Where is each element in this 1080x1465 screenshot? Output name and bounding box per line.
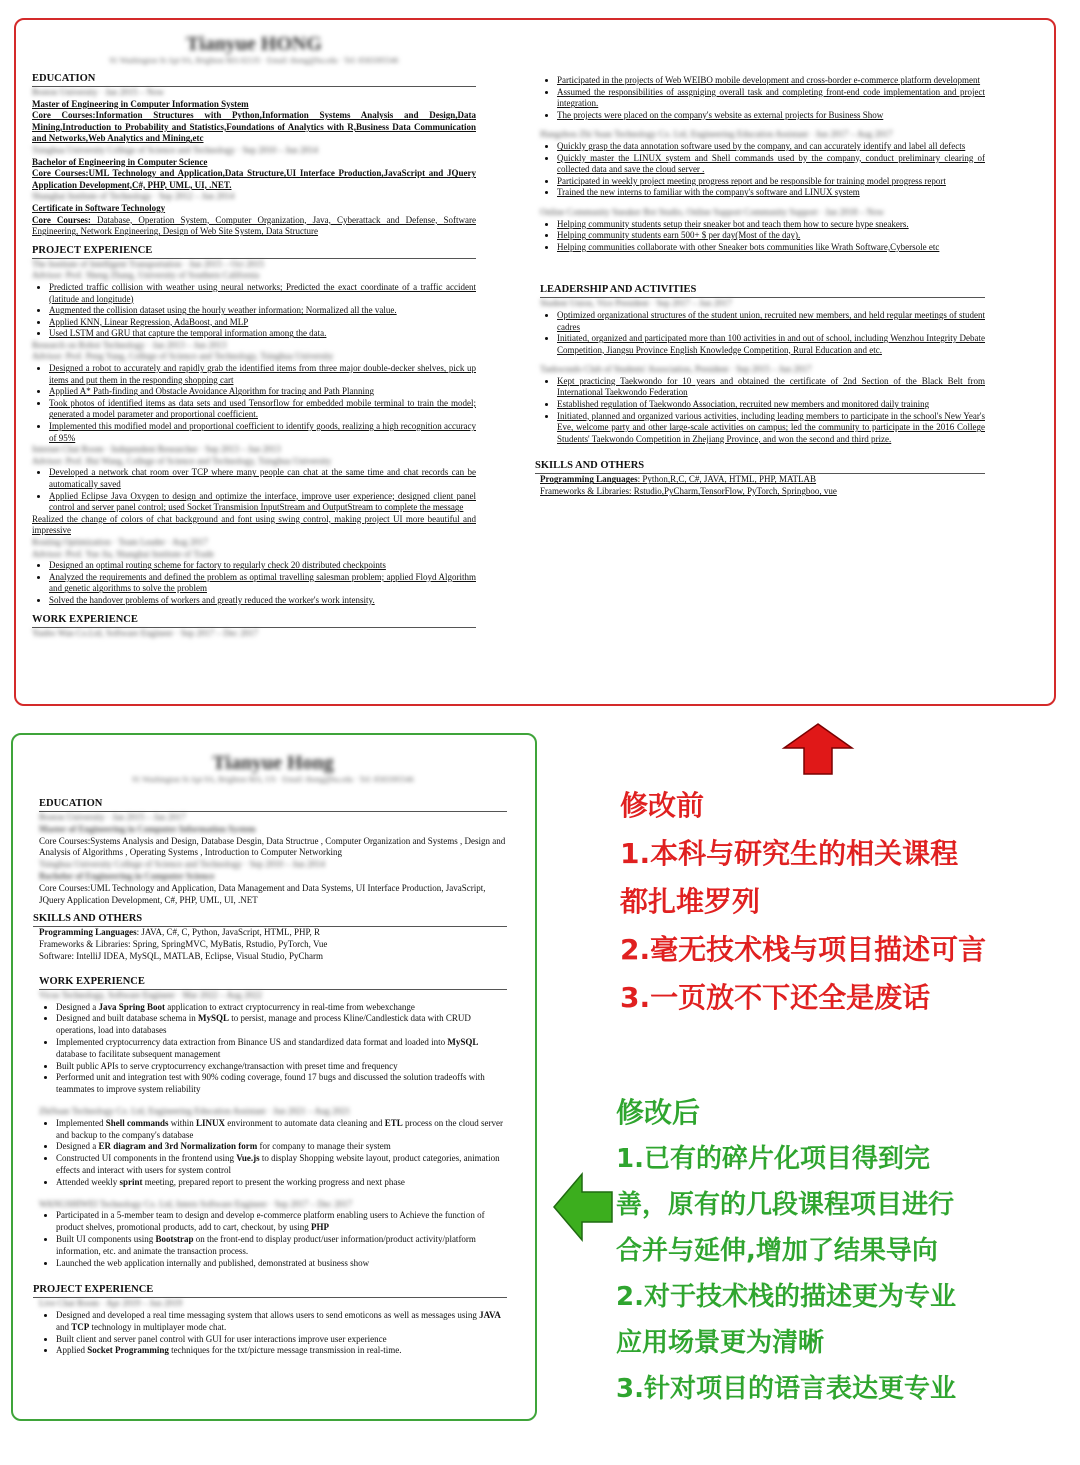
before-skills-heading: SKILLS AND OTHERS bbox=[535, 459, 985, 474]
after-notes-title: 修改后 bbox=[616, 1096, 701, 1129]
bullet-list bbox=[39, 1002, 507, 1096]
bullet-keyword: Socket Programming bbox=[87, 1345, 169, 1356]
after-note-line: 善，原有的几段课程项目进行 bbox=[616, 1190, 955, 1220]
bullet-text: to persist, manage and process Kline/Candlestick data with CRUD operations, load into databases bbox=[56, 1013, 471, 1036]
edu-courses: Core Courses:Systems Analysis and Design, Database Desgin, Data Structrue , Computer Organization and Systems , Design and Analysis of Algorithms , Operating Systems , Introduction to Computer Networking bbox=[39, 835, 506, 858]
bullet-item: • Applied A* Path-finding and Obstacle Avoidance Algorithm for tracing and Path Planning bbox=[49, 386, 476, 398]
work-header: Vicus Technology, Software Engineer · Mar 2022 – Aug 2022 bbox=[39, 989, 263, 1000]
bullet-list bbox=[32, 282, 476, 340]
bullet-list bbox=[540, 376, 985, 446]
skills-frameworks: Frameworks & Libraries: Spring, SpringMVC, MyBatis, Rstudio, PyTorch, Vue bbox=[39, 939, 328, 950]
bullet-list bbox=[540, 141, 985, 199]
before-note-line: 1.本科与研究生的相关课程 bbox=[620, 837, 959, 870]
bullet-item bbox=[56, 1013, 507, 1037]
bullet-item: • Augmented the collision dataset using the hourly weather information; Normalized all the value. bbox=[49, 305, 476, 317]
bullet-text: within bbox=[168, 1117, 197, 1128]
bullet-item: • Analyzed the requirements and defined the problem as optimal travelling salesman problem; applied Floyd Algorithm and genetic algorithms to solve the problem bbox=[49, 572, 476, 595]
bullet-item bbox=[56, 1234, 507, 1258]
bullet-text: Designed a bbox=[56, 1001, 99, 1012]
bullet-keyword: MySQL bbox=[447, 1036, 479, 1047]
edu-degree: Bachelor of Engineering in Computer Science bbox=[39, 870, 215, 881]
edu-school: Tsinghua University College of Science and Technology · Sep 2010 – Jun 2014 bbox=[39, 859, 326, 870]
bullet-text: Implemented bbox=[56, 1117, 106, 1128]
bullet-keyword: Vue.js bbox=[236, 1153, 260, 1164]
bullet-item: • Quickly master the LINUX system and Shell commands used by the company, conduct preliminary clearing of collected data and save the cloud server . bbox=[557, 153, 985, 176]
before-note-line: 3.一页放不下还全是废话 bbox=[620, 981, 931, 1014]
after-resume-frame bbox=[11, 733, 537, 1421]
bullet-text: Designed and built database schema in bbox=[56, 1013, 198, 1024]
bullet-item: • Used LSTM and GRU that capture the temporal information among the data. bbox=[49, 328, 476, 340]
bullet-item bbox=[56, 1258, 507, 1270]
before-notes bbox=[620, 782, 986, 1022]
bullet-text: Constructed UI components in the frontend using bbox=[56, 1153, 237, 1164]
edu-courses: Core Courses:UML Technology and Application, Data Management and Data Systems, UI Interface Production, JavaScript, JQuery Application Development, C#, PHP, UML, UI, .NET bbox=[39, 882, 486, 905]
skills-software: Software: IntelliJ IDEA, MySQL, MATLAB, Eclipse, Visual Studio, PyCharm bbox=[39, 950, 324, 961]
bullet-item bbox=[56, 1345, 507, 1357]
bullet-text: on the front-end to display product/user information/product activity/platform information, etc. and animate the transaction process. bbox=[56, 1233, 476, 1256]
skills-languages-label: Programming Languages bbox=[39, 927, 137, 938]
before-left-column bbox=[32, 32, 476, 639]
bullet-text: environment to automate data cleaning and bbox=[225, 1117, 385, 1128]
edu-degree: Master of Engineering in Computer Information System bbox=[32, 98, 249, 109]
skills-languages bbox=[540, 474, 985, 486]
bullet-text: Built public APIs to serve cryptocurrency exchange/transaction with preset time and frequency bbox=[56, 1060, 398, 1071]
bullet-text: Participated in a 5-member team to design and develop e-commerce platform enabling users to Achieve the function of product shelves, promotional products, add to cart, checkout, by using bbox=[56, 1210, 485, 1233]
arrow-up-icon bbox=[780, 722, 856, 776]
arrow-left-icon bbox=[552, 1170, 614, 1244]
after-note-line: 2.对于技术栈的描述更为专业 bbox=[616, 1282, 956, 1312]
bullet-item: • Helping community students earn 500+ $ per day(Most of the day). bbox=[557, 230, 985, 242]
bullet-item: • Optimized organizational structures of the student union, recruited new members, and held regular meetings of student cadres bbox=[557, 310, 985, 333]
after-contact: 91 Washington St Apt 9A, Brighton MA, US · Email: thong@bu.edu · Tel: 8583395546 bbox=[132, 775, 414, 784]
bullet-text: Built UI components using bbox=[56, 1233, 156, 1244]
bullet-item bbox=[56, 1177, 507, 1189]
after-project-heading: PROJECT EXPERIENCE bbox=[33, 1283, 507, 1298]
edu-school: Shanghai Institute of Technology · Sep 2012 – Jun 2014 bbox=[32, 191, 235, 202]
bullet-item bbox=[56, 1061, 507, 1073]
project-advisor: Advisor: Prof. Hui Wang, College of Science and Technology, Tsinghua University bbox=[32, 455, 332, 466]
bullet-text: Built client and server panel control with GUI for user interactions improve user experience bbox=[56, 1333, 387, 1344]
edu-courses bbox=[32, 215, 476, 238]
before-resume-frame bbox=[14, 18, 1056, 706]
edu-school: Boston University · Jan 2015 – Jan 2017 bbox=[39, 812, 186, 822]
bullet-item: • Predicted traffic collision with weather using neural networks; Predicted the exact coordinate of a traffic accident (latitude and longitude) bbox=[49, 282, 476, 305]
bullet-item: • Established regulation of Taekwondo Association, recruited new members and monitored daily training bbox=[557, 399, 985, 411]
bullet-list bbox=[39, 1118, 507, 1189]
bullet-item bbox=[56, 1002, 507, 1014]
bullet-item bbox=[56, 1153, 507, 1177]
bullet-item: • Designed a robot to accurately and rapidly grab the identified items from three major double-decker shelves, pick up items and put them in the responding shopping cart bbox=[49, 363, 476, 386]
skills-frameworks: Frameworks & Libraries: Rstudio,PyCharm,TensorFlow, PyTorch, Springboo, vue bbox=[540, 486, 837, 497]
work-header: Online Community Sneaker Bot Studio, Online Support Community Support · Jan 2018 – Now bbox=[540, 206, 884, 217]
activity-header: Student Union, Vice President · Sep 2017 – Jun 2017 bbox=[540, 298, 732, 309]
skills-languages bbox=[39, 927, 507, 939]
skills-languages-label: Programming Languages bbox=[540, 474, 638, 485]
bullet-text: Designed and developed a real time messaging system that allows users to send emoticons as well as messages using bbox=[56, 1310, 480, 1321]
bullet-list bbox=[32, 560, 476, 606]
bullet-text: for company to manage their system bbox=[257, 1141, 391, 1152]
project-tail-line: Realized the change of colors of chat background and font using swing control, making project UI more beautiful and impressive bbox=[32, 513, 476, 536]
bullet-list bbox=[540, 219, 985, 254]
bullet-text: Performed unit and integration test with 90% coding coverage, found 17 bugs and discussed the solution tradeoffs with teammates to improve system reliability bbox=[56, 1072, 485, 1095]
bullet-keyword: ER diagram and 3rd Normalization form bbox=[98, 1141, 258, 1152]
bullet-item: • Participated in weekly project meeting progress report and be responsible for training model progress report bbox=[557, 176, 985, 188]
before-leadership-heading: LEADERSHIP AND ACTIVITIES bbox=[540, 283, 985, 298]
skills-languages-text: : Python,R,C, C#, JAVA, HTML, PHP, MATLAB bbox=[637, 474, 817, 485]
project-advisor: Advisor: Prof. Peng Yang, College of Science and Technology, Tsinghua University bbox=[32, 351, 334, 362]
bullet-text: Launched the web application internally and published, demonstrated at business show bbox=[56, 1257, 370, 1268]
bullet-keyword: Shell commands bbox=[105, 1117, 169, 1128]
bullet-text: Attended weekly bbox=[56, 1176, 120, 1187]
bullet-text: techniques for the txt/picture message transmission in real-time. bbox=[168, 1345, 402, 1356]
after-notes bbox=[616, 1090, 956, 1412]
edu-school: Tsinghua University College of Science and Technology · Sep 2010 – Jun 2014 bbox=[32, 144, 319, 155]
bullet-item: • Assumed the responsibilities of assgniging overall task and completing front-end code implementation and project integration. bbox=[557, 87, 985, 110]
bullet-item: • Applied KNN, Linear Regression, AdaBoost, and MLP bbox=[49, 317, 476, 329]
project-advisor: Advisor: Prof. Yue Jia, Shanghai Institute of Trade bbox=[32, 548, 214, 559]
bullet-item: • Applied Eclipse Java Oxygen to design and optimize the interface, improve user experience; designed client panel control and server panel control; used Socket Transmision InputStream and OutputStream to complete the message bbox=[49, 491, 476, 514]
project-header: Internet Chat Room · Independent Researcher · Sep 2013 – Jun 2013 bbox=[32, 444, 281, 455]
edu-courses: Core Courses:Information Structures with Python,Information Systems Analysis and Design,Data Mining,Introduction to Probability and Statistics,Foundations of Analytics with R,Business Data Communication and Networks,Web Analytics and Mining,etc bbox=[32, 110, 476, 144]
bullet-item: • Kept practicing Taekwondo for 10 years and obtained the certificate of 2nd Section of the Black Belt from International Taekwondo Federation bbox=[557, 376, 985, 399]
project-header: Live Chat Room · Apr 2019 – Jun 2019 bbox=[39, 1298, 182, 1309]
before-work-heading: WORK EXPERIENCE bbox=[32, 613, 476, 628]
bullet-item bbox=[56, 1310, 507, 1334]
bullet-text: technology in multiplayer mode chat. bbox=[89, 1321, 227, 1332]
after-resume-body bbox=[33, 751, 507, 1357]
bullet-list bbox=[540, 75, 985, 121]
after-work-heading: WORK EXPERIENCE bbox=[39, 975, 507, 990]
bullet-keyword: Java Spring Boot bbox=[98, 1001, 166, 1012]
bullet-item: • Designed an optimal routing scheme for factory to regularly check 20 distributed checkpoints bbox=[49, 560, 476, 572]
bullet-list bbox=[39, 1310, 507, 1357]
bullet-item bbox=[56, 1072, 507, 1096]
bullet-text: Implemented cryptocurrency data extraction from Binance US and standardized data format and loaded into bbox=[56, 1036, 448, 1047]
before-name: Tianyue HONG bbox=[186, 33, 322, 55]
bullet-item bbox=[56, 1118, 507, 1142]
before-contact: 91 Washington St Apt 9A, Brighton MA 02135 · Email: thong@bu.edu · Tel: 8583395546 bbox=[109, 56, 399, 65]
work-header: Yunbo Wan Co.Ltd, Software Engineer · Sep 2017 – Dec 2017 bbox=[32, 627, 259, 638]
bullet-list bbox=[32, 467, 476, 513]
after-note-line: 3.针对项目的语言表达更专业 bbox=[616, 1374, 956, 1404]
bullet-item: • Took photos of identified items as data sets and used Tensorflow for embedded mobile terminal to train the model; generated a model parameter and proportional coefficient. bbox=[49, 398, 476, 421]
bullet-keyword: TCP bbox=[71, 1321, 90, 1332]
bullet-item: • Participated in the projects of Web WEIBO mobile development and cross-border e-commerce platform development bbox=[557, 75, 985, 87]
bullet-item: • Quickly grasp the data annotation software used by the company, and can accurately identify and label all defects bbox=[557, 141, 985, 153]
bullet-keyword: sprint bbox=[119, 1176, 143, 1187]
before-education-heading: EDUCATION bbox=[32, 72, 476, 87]
bullet-item: • Helping communities collaborate with other Sneaker bots communities like Wrath Software,Cybersole etc bbox=[557, 242, 985, 254]
edu-degree: Master of Engineering in Computer Information System bbox=[39, 823, 256, 834]
bullet-text: to display Shopping website layout, product categories, animation effects and interact with users for system control bbox=[56, 1153, 500, 1175]
after-note-line: 1.已有的碎片化项目得到完 bbox=[616, 1144, 930, 1174]
edu-degree: Bachelor of Engineering in Computer Science bbox=[32, 156, 208, 167]
activity-header: Taekwondo Club of Students' Association, President · Sep 2015 – Jun 2017 bbox=[540, 364, 812, 375]
bullet-keyword: LINUX bbox=[196, 1117, 226, 1128]
work-header: Hangzhou Zhi Suan Technology Co. Ltd, Engineering Education Assistant · Jun 2017 – Aug 2017 bbox=[540, 129, 893, 140]
bullet-list bbox=[39, 1210, 507, 1269]
bullet-item: • Developed a network chat room over TCP where many people can chat at the same time and chat records can be automatically saved bbox=[49, 467, 476, 490]
skills-languages-text: : JAVA, C#, C, Python, JavaScript, HTML, PHP, R bbox=[136, 927, 321, 938]
after-note-line: 合并与延伸,增加了结果导向 bbox=[616, 1236, 938, 1266]
project-header: Research on Robot Technology · Jan 2013 – Jun 2013 bbox=[32, 339, 227, 350]
bullet-list bbox=[32, 363, 476, 444]
edu-courses-text: Database, Operation System, Computer Organization, Java, Cyberattack and Defense, Software Engineering, Network Engineering, Design of Web Site System, Data Structure bbox=[32, 214, 476, 237]
bullet-item bbox=[56, 1141, 507, 1153]
after-note-line: 应用场景更为清晰 bbox=[616, 1328, 825, 1358]
bullet-text: Designed a bbox=[56, 1141, 99, 1152]
bullet-keyword: PHP bbox=[310, 1222, 329, 1233]
edu-school: Boston University · Jan 2015 – Now bbox=[32, 87, 164, 97]
bullet-item: • Implemented this modified model and proportional coefficient to identify goods, realizing a high recognition accuracy of 95% bbox=[49, 421, 476, 444]
bullet-keyword: ETL bbox=[384, 1117, 403, 1128]
bullet-item: • Trained the new interns to familiar with the company's software and LINUX system bbox=[557, 187, 985, 199]
project-advisor: Advisor: Prof. Sheng Zhang, University of Southern California bbox=[32, 270, 260, 281]
bullet-text: Applied bbox=[56, 1345, 88, 1356]
bullet-item: • Helping community students setup their sneaker bot and teach them how to secure hype sneakers. bbox=[557, 219, 985, 231]
bullet-item: • Initiated, organized and participated more than 100 activities in and out of school, including Wenzhou Integrity Debate Competition, Jiangsu Province English Knowledge Competition, Rural Education and etc. bbox=[557, 333, 985, 356]
work-header: WANGSHIWEI Technology Co. Ltd, Intern Software Engineer · Sep 2017 – Dec 2017 bbox=[39, 1198, 353, 1209]
work-header: ZhiSuan Technology Co. Ltd, Engineering Education Assistant · Jun 2021 – Aug 2021 bbox=[39, 1105, 351, 1116]
before-note-line: 2.毫无技术栈与项目描述可言 bbox=[620, 933, 987, 966]
bullet-item bbox=[56, 1334, 507, 1346]
bullet-text: application to extract cryptocurrency in real-time from webexchange bbox=[165, 1001, 415, 1012]
before-right-column bbox=[535, 75, 985, 498]
project-header: The Institute of Intelligent Transportation · Jun 2015 – Oct 2015 bbox=[32, 258, 264, 269]
bullet-text: and bbox=[56, 1321, 72, 1332]
bullet-item bbox=[56, 1037, 507, 1061]
bullet-text: process on the cloud server and backup to the company's database bbox=[56, 1117, 503, 1140]
after-education-heading: EDUCATION bbox=[39, 797, 507, 812]
edu-courses: Core Courses:UML Technology and Application,Data Structure,UI Interface Production,JavaScript and JQuery Application Development,C#, PHP, UML, UI, .NET. bbox=[32, 168, 476, 190]
bullet-keyword: JAVA bbox=[479, 1310, 501, 1321]
edu-courses-label: Core Courses: bbox=[32, 214, 91, 225]
bullet-text: meeting, prepared report to present the working progress and next phase bbox=[142, 1176, 405, 1187]
bullet-item: • The projects were placed on the company's website as external projects for Business Show bbox=[557, 110, 985, 122]
project-header: Routing Optimization · Team Leader · Aug 2017 bbox=[32, 536, 208, 547]
after-skills-heading: SKILLS AND OTHERS bbox=[33, 912, 507, 927]
before-notes-title: 修改前 bbox=[620, 789, 705, 822]
bullet-item bbox=[56, 1210, 507, 1234]
before-project-heading: PROJECT EXPERIENCE bbox=[32, 244, 476, 259]
bullet-keyword: Bootstrap bbox=[155, 1233, 194, 1244]
bullet-text: database to facilitate subsequent management bbox=[56, 1048, 221, 1059]
bullet-list bbox=[540, 310, 985, 356]
bullet-item: • Solved the handover problems of workers and greatly reduced the worker's work intensity. bbox=[49, 595, 476, 607]
edu-degree: Certificate in Software Technology bbox=[32, 202, 166, 213]
after-name: Tianyue Hong bbox=[212, 752, 334, 774]
bullet-keyword: MySQL bbox=[197, 1013, 229, 1024]
before-note-line: 都扎堆罗列 bbox=[620, 885, 761, 918]
bullet-item: • Initiated, planned and organized various activities, including leading members to participate in the school's New Year's Eve, welcome party and other large-scale activities on campus; led the community to participate in the 2016 College Students' Taekwondo Competition in Zhejiang Province, and won the second and third prize. bbox=[557, 411, 985, 446]
